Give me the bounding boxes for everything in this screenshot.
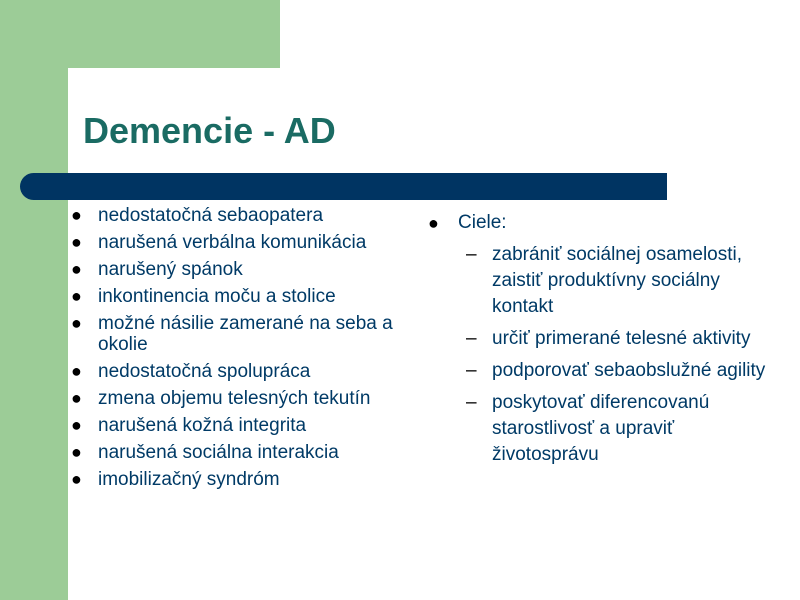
dash-icon: – xyxy=(466,392,477,413)
list-item-text: možné násilie zamerané na seba a okolie xyxy=(98,313,393,355)
dash-icon: – xyxy=(466,244,477,265)
goals-heading-text: Ciele: xyxy=(458,212,507,233)
decorative-green-sidebar xyxy=(0,0,68,600)
list-item-text: inkontinencia moču a stolice xyxy=(98,286,336,307)
bullet-icon: ● xyxy=(71,415,82,435)
goals-sub-list xyxy=(428,242,768,468)
list-item-text: narušená sociálna interakcia xyxy=(98,442,339,463)
bullet-icon: ● xyxy=(71,205,82,225)
sub-list-item-text: určiť primerané telesné aktivity xyxy=(492,328,751,349)
bullet-icon: ● xyxy=(71,469,82,489)
bullet-icon: ● xyxy=(428,213,439,233)
goals-heading xyxy=(428,210,768,236)
list-item xyxy=(68,388,398,409)
list-item-text: narušená verbálna komunikácia xyxy=(98,232,367,253)
sub-list-item xyxy=(428,390,768,468)
sub-list-item-text: poskytovať diferencovanú starostlivosť a upraviť životosprávu xyxy=(492,392,710,465)
bullet-icon: ● xyxy=(71,286,82,306)
list-item-text: nedostatočná spolupráca xyxy=(98,361,311,382)
sub-list-item-text: zabrániť sociálnej osamelosti, zaistiť produktívny sociálny kontakt xyxy=(492,244,743,317)
title-underline-bar xyxy=(20,173,667,200)
sub-list-item-text: podporovať sebaobslužné agility xyxy=(492,360,766,381)
list-item xyxy=(68,469,398,490)
slide-title: Demencie - AD xyxy=(83,110,336,151)
list-item xyxy=(68,286,398,307)
sub-list-item xyxy=(428,242,768,320)
list-item-text: nedostatočná sebaopatera xyxy=(98,205,324,226)
list-item xyxy=(68,205,398,226)
bullet-icon: ● xyxy=(71,388,82,408)
list-item-text: narušený spánok xyxy=(98,259,243,280)
list-item xyxy=(68,313,398,355)
list-item-text: imobilizačný syndróm xyxy=(98,469,280,490)
list-item xyxy=(68,415,398,436)
list-item-text: narušená kožná integrita xyxy=(98,415,307,436)
list-item-text: zmena objemu telesných tekutín xyxy=(98,388,371,409)
dash-icon: – xyxy=(466,328,477,349)
bullet-icon: ● xyxy=(71,361,82,381)
decorative-rounded-corner xyxy=(68,68,112,112)
bullet-icon: ● xyxy=(71,313,82,333)
sub-list-item xyxy=(428,326,768,352)
sub-list-item xyxy=(428,358,768,384)
decorative-green-top-block xyxy=(0,0,280,68)
goals-section xyxy=(428,210,768,474)
list-item xyxy=(68,442,398,463)
bullet-icon: ● xyxy=(71,259,82,279)
left-bullet-list xyxy=(68,205,398,496)
list-item xyxy=(68,361,398,382)
bullet-icon: ● xyxy=(71,442,82,462)
bullet-icon: ● xyxy=(71,232,82,252)
list-item xyxy=(68,232,398,253)
dash-icon: – xyxy=(466,360,477,381)
list-item xyxy=(68,259,398,280)
